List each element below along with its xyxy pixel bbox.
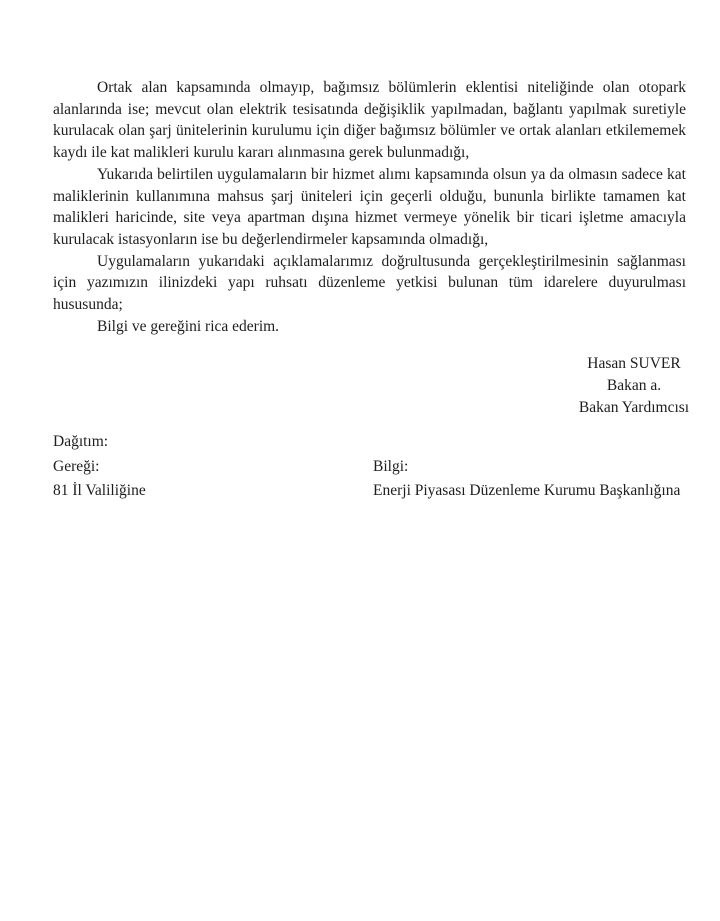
distribution-section xyxy=(53,430,686,504)
distribution-left-value: 81 İl Valiliğine xyxy=(53,482,146,500)
paragraph-otopark-alanlari: Ortak alan kapsamında olmayıp, bağımsız bölümlerin eklentisi niteliğinde olan otopark alanlarında ise; mevcut olan elektrik tesisatında değişiklik yapılmadan, bağlantı yapılmak suretiyle kurulacak olan şarj ünitelerinin kurulumu için diğer bağımsız bölümler ve ortak alanları etkilememek kaydı ile kat malikleri kurulu kararı alınmasına gerek bulunmadığı, xyxy=(53,79,686,162)
letter-content xyxy=(53,77,690,504)
letter-body xyxy=(53,77,686,337)
distribution-heading: Dağıtım: xyxy=(53,433,109,451)
closing-line: Bilgi ve gereğini rica ederim. xyxy=(97,317,280,335)
distribution-grid xyxy=(53,455,686,504)
signer-name: Hasan SUVER xyxy=(587,355,681,373)
signature-block xyxy=(553,353,715,419)
distribution-right-value: Enerji Piyasası Düzenleme Kurumu Başkanlığına xyxy=(373,482,681,500)
signer-title: Bakan Yardımcısı xyxy=(578,399,690,417)
distribution-right-label: Bilgi: xyxy=(373,457,409,475)
paragraph-uygulamalar: Uygulamaların yukarıdaki açıklamalarımız doğrultusunda gerçekleştirilmesinin sağlanması için yazımızın ilinizdeki yapı ruhsatı düzenleme yetkisi bulunan tüm idarelere duyurulması hususunda; xyxy=(53,252,686,314)
distribution-left-label: Gereği: xyxy=(53,457,100,475)
paragraph-kat-malikleri: Yukarıda belirtilen uygulamaların bir hizmet alımı kapsamında olsun ya da olmasın sadece kat maliklerinin kullanımına mahsus şarj üniteleri için geçerli olduğu, bununla birlikte tamamen kat malikleri haricinde, site veya apartman dışına hizmet vermeye yönelik bir ticari işletme amacıyla kurulacak istasyonların ise bu değerlendirmeler kapsamında olmadığı, xyxy=(53,165,686,248)
signer-on-behalf: Bakan a. xyxy=(606,377,662,395)
